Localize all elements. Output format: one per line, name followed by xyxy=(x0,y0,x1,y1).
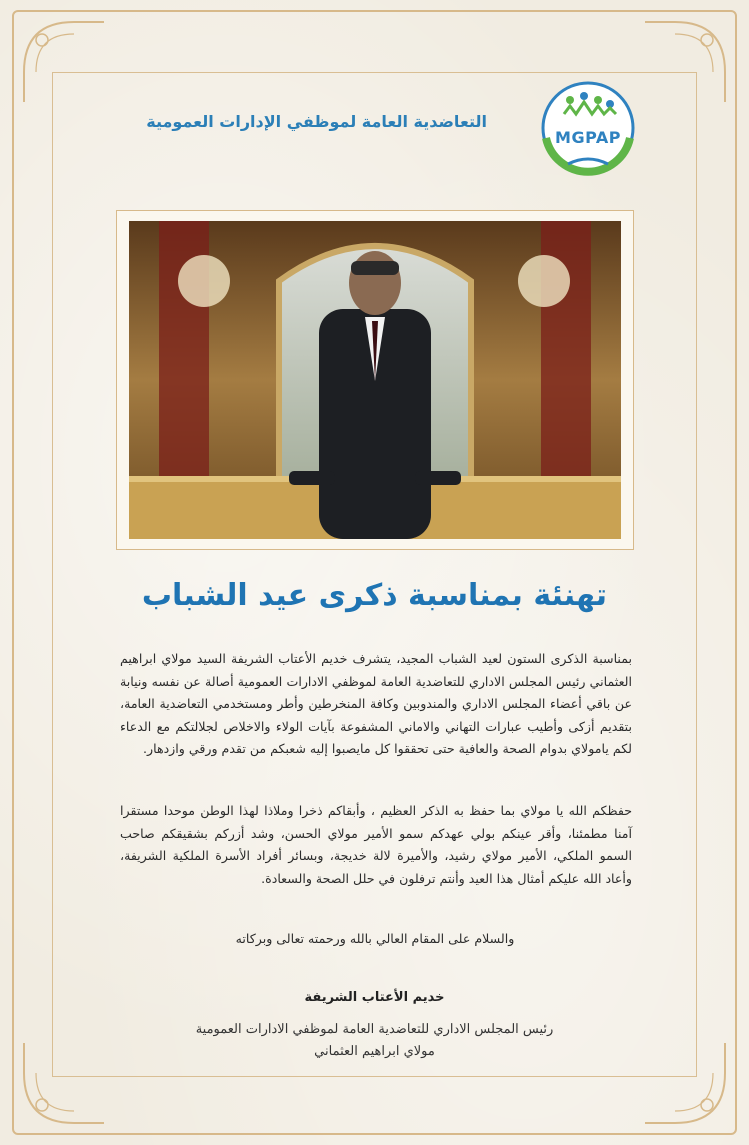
signature-role: رئيس المجلس الاداري للتعاضدية العامة لموظفي الادارات العمومية xyxy=(195,1022,554,1037)
mgpap-logo xyxy=(538,70,638,186)
corner-ornament-icon xyxy=(14,12,134,132)
portrait-illustration-icon xyxy=(129,221,621,539)
body-paragraph-2: حفظكم الله يا مولاي بما حفظ به الذكر العظيم ، وأبقاكم ذخرا وملاذا لهذا الوطن موحدا مستقرا آمنا مطمئنا، وأقر عينكم بولي عهدكم سمو الأمير مولاي الحسن، وشد أزركم بشقيقكم صاحب السمو الملكي، الأمير مولاي رشيد، والأميرة لالة خديجة، وبسائر أفراد الأسرة الملكية الشريفة، وأعاد الله عليكم أمثال هذا العيد وأنتم ترفلون في حلل الصحة والسعادة. xyxy=(120,803,632,886)
signature-name: مولاي ابراهيم العثماني xyxy=(314,1044,435,1059)
portrait-photo xyxy=(129,221,621,539)
signature-title: خديم الأعتاب الشريفة xyxy=(304,990,445,1005)
body-paragraph-1: بمناسبة الذكرى الستون لعيد الشباب المجيد، يتشرف خديم الأعتاب الشريفة السيد مولاي ابراهيم العثماني رئيس المجلس الاداري للتعاضدية العامة لموظفي الادارات العمومية أصالة عن نفسه ونيابة عن باقي أعضاء المجلس الاداري والمندوبين وكافة المنخرطين وأطر ومستخدمي التعاضدية العامة، بتقديم أزكى وأطيب عبارات التهاني والاماني المشفوعة بآيات الولاء والاخلاص لجلالتكم مع الدعاء لكم يامولاي بدوام الصحة والعافية حتى تحققوا كل مايصبوا إليه شعبكم من تقدم ورقي وازدهار. xyxy=(120,651,632,756)
organization-name: التعاضدية العامة لموظفي الإدارات العمومية xyxy=(146,112,487,131)
greeting-title: تهنئة بمناسبة ذكرى عيد الشباب xyxy=(141,578,608,613)
photo-frame xyxy=(116,210,634,550)
closing-salutation: والسلام على المقام العالي بالله ورحمته تعالى وبركاته xyxy=(235,931,515,946)
logo-abbreviation: MGPAP xyxy=(555,128,621,147)
